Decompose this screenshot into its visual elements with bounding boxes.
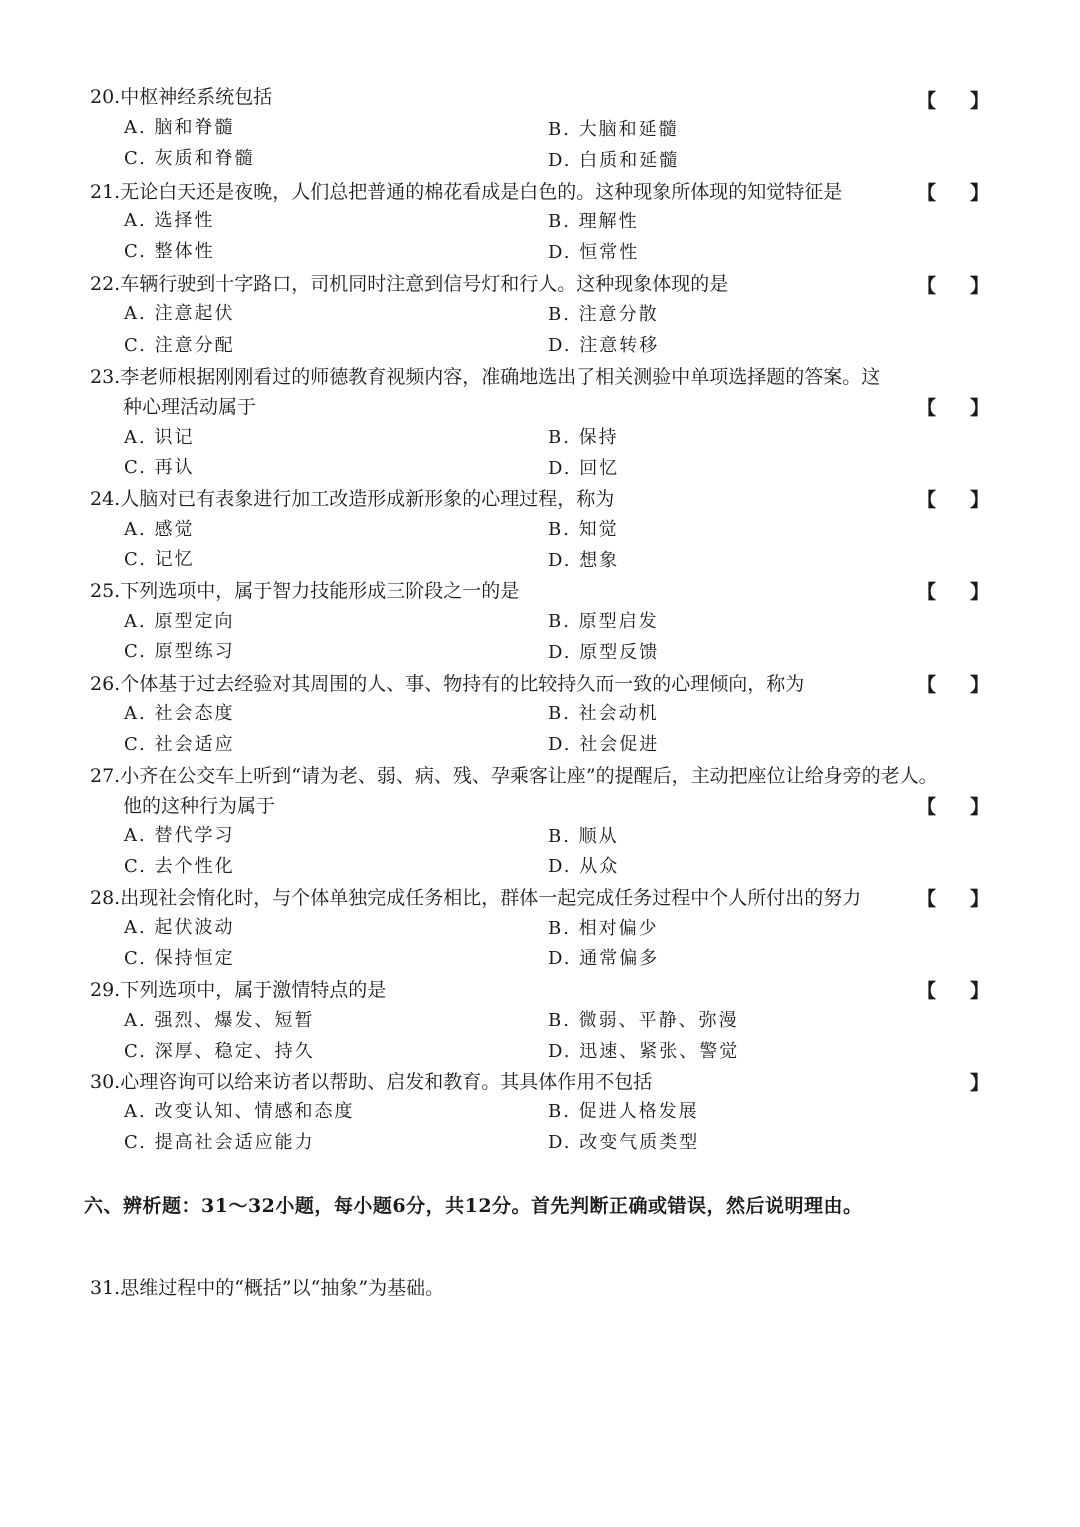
question-28-stem: 28.出现社会惰化时，与个体单独完成任务相比，群体一起完成任务过程中个人所付出的努力 [90, 887, 862, 909]
option-30-b: B. 促进人格发展 [548, 1101, 699, 1122]
answer-bracket-29: 【 】 [917, 980, 989, 1002]
option-29-b: B. 微弱、平静、弥漫 [548, 1010, 739, 1031]
option-27-c: C. 去个性化 [124, 856, 235, 877]
option-26-a: A. 社会态度 [124, 703, 235, 724]
option-24-d: D. 想象 [548, 550, 620, 571]
option-26-d: D. 社会促进 [548, 734, 660, 755]
question-30-stem: 30.心理咨询可以给来访者以帮助、启发和教育。其具体作用不包括 [90, 1071, 653, 1093]
question-27-stem: 27.小齐在公交车上听到“请为老、弱、病、残、孕乘客让座”的提醒后，主动把座位让给身旁的老人。 [90, 765, 938, 787]
option-30-a: A. 改变认知、情感和态度 [124, 1101, 355, 1122]
question-31-stem: 31.思维过程中的“概括”以“抽象”为基础。 [90, 1277, 445, 1299]
option-25-c: C. 原型练习 [124, 641, 235, 662]
option-25-d: D. 原型反馈 [548, 642, 660, 663]
section-six-heading: 六、辨析题：31～32小题，每小题6分，共12分。首先判断正确或错误，然后说明理由。 [84, 1195, 863, 1217]
question-20-stem: 20.中枢神经系统包括 [90, 86, 273, 108]
option-24-b: B. 知觉 [548, 519, 619, 540]
option-27-a: A. 替代学习 [124, 825, 235, 846]
option-29-d: D. 迅速、紧张、警觉 [548, 1041, 740, 1062]
answer-bracket-20: 【 】 [917, 90, 989, 112]
option-26-c: C. 社会适应 [124, 734, 235, 755]
question-26-stem: 26.个体基于过去经验对其周围的人、事、物持有的比较持久而一致的心理倾向，称为 [90, 673, 805, 695]
question-24-stem: 24.人脑对已有表象进行加工改造形成新形象的心理过程，称为 [90, 488, 615, 510]
option-30-d: D. 改变气质类型 [548, 1132, 700, 1153]
option-21-c: C. 整体性 [124, 241, 215, 262]
question-25-stem: 25.下列选项中，属于智力技能形成三阶段之一的是 [90, 580, 520, 602]
option-20-c: C. 灰质和脊髓 [124, 148, 255, 169]
question-29-stem: 29.下列选项中，属于激情特点的是 [90, 979, 387, 1001]
answer-bracket-25: 【 】 [917, 581, 989, 603]
answer-bracket-26: 【 】 [917, 674, 989, 696]
question-27-stem-cont: 他的这种行为属于 [123, 795, 276, 817]
option-25-a: A. 原型定向 [124, 611, 235, 632]
option-23-d: D. 回忆 [548, 458, 620, 479]
option-20-a: A. 脑和脊髓 [124, 117, 235, 138]
option-27-b: B. 顺从 [548, 826, 619, 847]
option-22-a: A. 注意起伏 [124, 303, 235, 324]
answer-bracket-21: 【 】 [917, 182, 989, 204]
option-20-b: B. 大脑和延髓 [548, 119, 679, 140]
answer-bracket-23: 【 】 [917, 397, 989, 419]
option-28-c: C. 保持恒定 [124, 948, 235, 969]
option-21-b: B. 理解性 [548, 211, 639, 232]
answer-bracket-22: 【 】 [917, 275, 989, 297]
question-23-stem: 23.李老师根据刚刚看过的师德教育视频内容，准确地选出了相关测验中单项选择题的答案。这 [90, 366, 881, 388]
option-25-b: B. 原型启发 [548, 611, 659, 632]
question-22-stem: 22.车辆行驶到十字路口，司机同时注意到信号灯和行人。这种现象体现的是 [90, 273, 729, 295]
option-24-a: A. 感觉 [124, 519, 195, 540]
option-23-b: B. 保持 [548, 427, 619, 448]
option-24-c: C. 记忆 [124, 549, 195, 570]
option-28-a: A. 起伏波动 [124, 917, 235, 938]
option-21-d: D. 恒常性 [548, 242, 640, 263]
option-23-a: A. 识记 [124, 427, 195, 448]
answer-bracket-24: 【 】 [917, 489, 989, 511]
option-21-a: A. 选择性 [124, 210, 215, 231]
option-28-d: D. 通常偏多 [548, 948, 660, 969]
question-21-stem: 21.无论白天还是夜晚，人们总把普通的棉花看成是白色的。这种现象所体现的知觉特征是 [90, 181, 843, 203]
answer-bracket-27: 【 】 [917, 796, 989, 818]
option-22-b: B. 注意分散 [548, 304, 659, 325]
option-29-a: A. 强烈、爆发、短暂 [124, 1010, 315, 1031]
answer-bracket-30: 】 [969, 1072, 989, 1094]
option-28-b: B. 相对偏少 [548, 918, 659, 939]
option-23-c: C. 再认 [124, 457, 195, 478]
answer-bracket-28: 【 】 [917, 888, 989, 910]
question-23-stem-cont: 种心理活动属于 [123, 396, 257, 418]
option-26-b: B. 社会动机 [548, 703, 659, 724]
option-27-d: D. 从众 [548, 856, 620, 877]
option-20-d: D. 白质和延髓 [548, 150, 680, 171]
option-22-d: D. 注意转移 [548, 335, 660, 356]
option-29-c: C. 深厚、稳定、持久 [124, 1041, 315, 1062]
option-22-c: C. 注意分配 [124, 335, 235, 356]
option-30-c: C. 提高社会适应能力 [124, 1132, 315, 1153]
